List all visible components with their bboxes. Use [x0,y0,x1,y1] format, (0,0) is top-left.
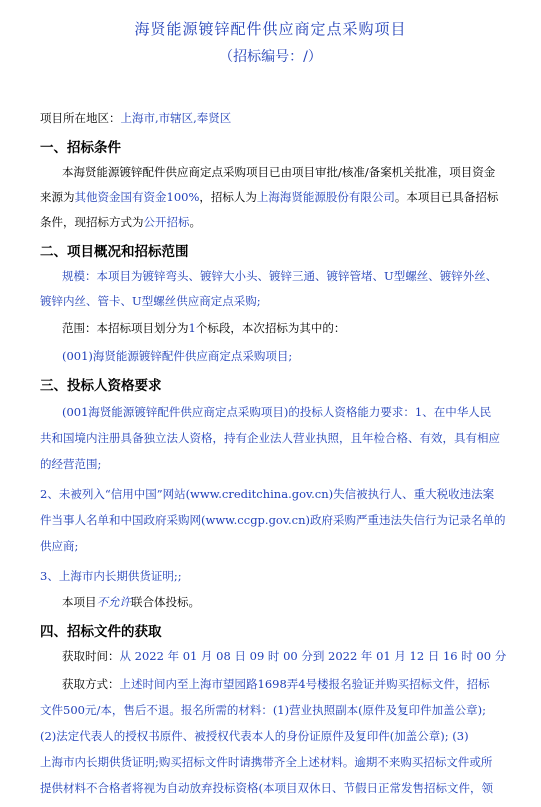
tender-number: （招标编号：/） [219,49,322,65]
tenderer-name: 上海海贤能源股份有限公司 [256,190,395,204]
acquire-time-line [62,648,520,664]
req-2-line-2: 件当事人名单和中国政府采购网(www.ccgp.gov.cn)政府采购严重违法失信行为记录名单的 [40,513,506,527]
fund-source: 其他资金国有资金100% [74,190,200,204]
s1-line-3 [40,214,520,230]
location-label: 项目所在地区： [40,111,121,125]
text: ，招标人为 [199,190,257,204]
req-3-line: 3、上海市内长期供货证明;; [40,569,182,583]
method-text: 上述时间内至上海市望园路1698弄4号楼报名验证并购买招标文件，招标 [119,677,490,691]
time-label: 获取时间： [62,649,120,663]
text: 范围：本招标项目划分为 [62,321,189,335]
document-title: 海贤能源镀锌配件供应商定点采购项目 [134,20,407,38]
text: 来源为 [40,190,75,204]
section-2-heading: 二、项目概况和招标范围 [40,244,189,260]
req-1-line-1: (001海贤能源镀锌配件供应商定点采购项目)的投标人资格能力要求：1、在中华人民 [62,405,492,419]
acquire-method-line-1 [62,676,520,692]
text: 条件，现招标方式为 [40,215,144,229]
acquire-method-line-3: (2)法定代表人的授权书原件、被授权代表本人的身份证原件及复印件(加盖公章); (3) [40,729,469,743]
project-location [40,110,520,126]
lot-count: 1 [188,321,196,335]
tender-mode: 公开招标 [143,215,190,229]
s1-line-1: 本海贤能源镀锌配件供应商定点采购项目已由项目审批/核准/备案机关批准，项目资金 [62,165,496,179]
req-2-line-3: 供应商; [40,539,79,553]
lot-line: (001)海贤能源镀锌配件供应商定点采购项目; [62,349,293,363]
scale-line-2: 镀锌内丝、管卡、U型螺丝供应商定点采购; [40,294,261,308]
acquire-method-line-4: 上海市内长期供货证明;购买招标文件时请携带齐全上述材料。逾期不来购买招标文件或所 [40,755,493,769]
text: 个标段，本次招标为其中的： [195,321,346,335]
acquire-method-line-2: 文件500元/本，售后不退。报名所需的材料：(1)营业执照副本(原件及复印件加盖公章); [40,703,486,717]
joint-bid-flag: 不允许 [96,595,131,609]
section-1-heading: 一、招标条件 [40,140,121,156]
text: 联合体投标。 [131,595,200,609]
text: 。 [189,215,201,229]
text: 本项目 [62,595,97,609]
location-value: 上海市,市辖区,奉贤区 [120,111,232,125]
section-4-heading: 四、招标文件的获取 [40,624,162,640]
text: 。本项目已具备招标 [394,190,499,204]
req-1-line-3: 的经营范围; [40,457,102,471]
req-2-line-1: 2、未被列入“信用中国”网站(www.creditchina.gov.cn)失信被执行人、重大税收违法案 [40,487,495,501]
req-1-line-2: 共和国境内注册具备独立法人资格，持有企业法人营业执照，且年检合格、有效，具有相应 [40,431,500,445]
joint-bid-line [62,594,520,610]
time-value: 从 2022 年 01 月 08 日 09 时 00 分到 2022 年 01 月 12 日 16 时 00 分 [119,649,507,663]
s1-line-2 [40,189,520,205]
scale-line-1: 规模：本项目为镀锌弯头、镀锌大小头、镀锌三通、镀锌管堵、U型螺丝、镀锌外丝、 [62,269,498,283]
acquire-method-line-5: 提供材料不合格者将视为自动放弃投标资格(本项目双休日、节假日正常发售招标文件，领 [40,781,493,795]
method-label: 获取方式： [62,677,120,691]
range-line [62,320,520,336]
section-3-heading: 三、投标人资格要求 [40,378,162,394]
